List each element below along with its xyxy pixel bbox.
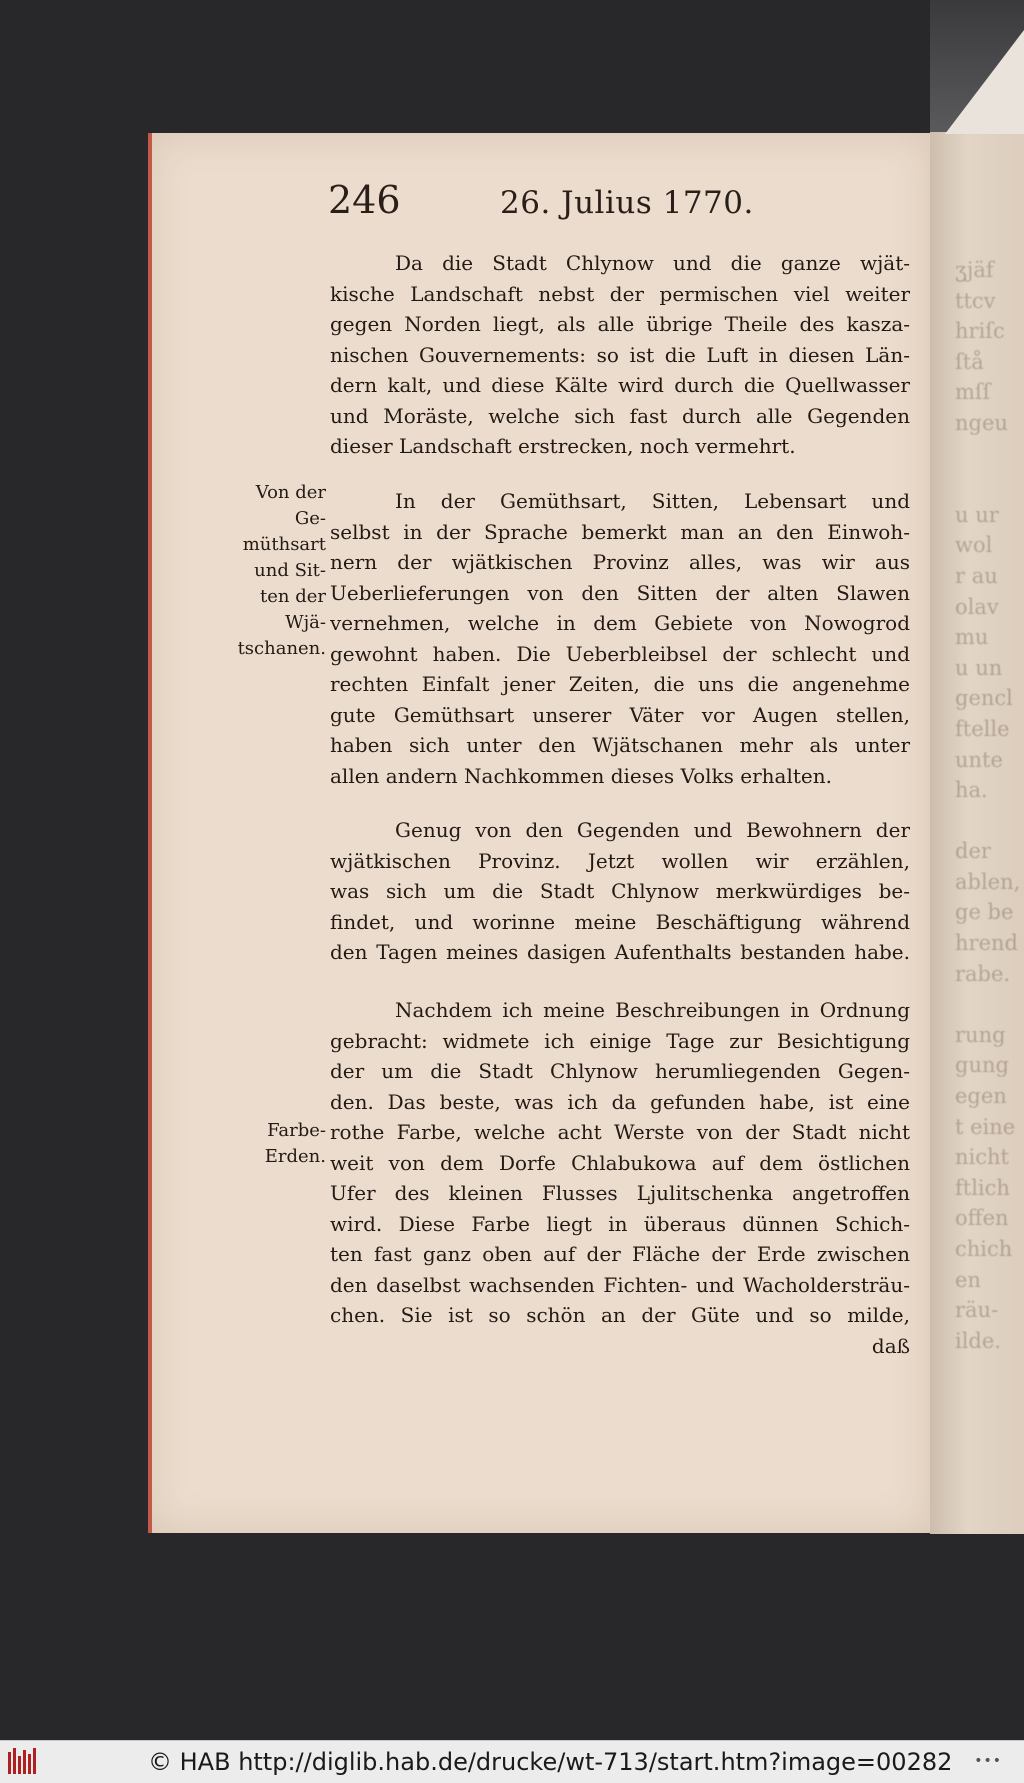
text-line: rothe Farbe, welche acht Werste von der Stadt nicht xyxy=(330,1120,910,1144)
text-line: und Moräste, welche sich fast durch alle Gegenden xyxy=(330,403,910,428)
text-line: der um die Stadt Chlynow herumliegenden Gegen- xyxy=(330,1059,910,1083)
text-line: vernehmen, welche in dem Gebiete von Nowogrod xyxy=(330,611,910,635)
text-line: Da die Stadt Chlynow und die ganze wjät- xyxy=(395,251,910,275)
text-line: den. Das beste, was ich da gefunden habe, ist eine xyxy=(330,1089,910,1114)
text-line: Ueberlieferungen von den Sitten der alten Slawen xyxy=(330,580,910,605)
text-line: weit von dem Dorfe Chlabukowa auf dem östlichen xyxy=(330,1150,910,1175)
text-line: den daselbst wachsenden Fichten- und Wacholdersträu- xyxy=(330,1272,910,1297)
catchword: daß xyxy=(871,1333,910,1358)
margin-note-line: Farbe- xyxy=(267,1120,326,1141)
text-line: dern kalt, und diese Kälte wird durch die Quellwasser xyxy=(330,373,910,397)
margin-note-farbe-erden xyxy=(232,1118,326,1170)
text-line: rechten Einfalt jener Zeiten, die uns die angenehme xyxy=(330,672,910,696)
dots-icon[interactable]: ••• xyxy=(974,1753,1002,1769)
paragraph-1 xyxy=(330,248,910,462)
text-line: kische Landschaft nebst der permischen viel weiter xyxy=(330,281,910,306)
viewer-footer xyxy=(0,1740,1024,1783)
copyright-link[interactable]: © HAB http://diglib.hab.de/drucke/wt-713/start.htm?image=00282 xyxy=(148,1748,953,1776)
text-line: Genug von den Gegenden und Bewohnern der xyxy=(395,818,910,842)
paragraph-3 xyxy=(330,815,910,968)
text-line: gewohnt haben. Die Ueberbleibsel der schlecht und xyxy=(330,641,910,666)
margin-note-line: Ge- xyxy=(294,508,326,529)
text-line: In der Gemüthsart, Sitten, Lebensart und xyxy=(395,489,910,513)
running-head: 26. Julius 1770. xyxy=(500,185,754,221)
text-line: ten fast ganz oben auf der Fläche der Erde zwischen xyxy=(330,1242,910,1266)
margin-note-line: müthsart xyxy=(242,534,326,555)
text-line: den Tagen meines dasigen Aufenthalts bestanden habe. xyxy=(330,940,910,964)
next-page-ghost-text: ʒjäf ttcv hriſc ſtå mſſ ngeu u ur wol r au olav mu u un gencl ftelle unte ha. der ablen, ge be hrend rabe. rung gung egen t eine nicht ftlich offen chich en räu- ilde. xyxy=(955,258,1021,1353)
paragraph-4 xyxy=(330,995,910,1361)
text-line: Nachdem ich meine Beschreibungen in Ordnung xyxy=(395,998,910,1022)
text-line: dieser Landschaft erstrecken, noch vermehrt. xyxy=(330,434,796,458)
text-line: haben sich unter den Wjätschanen mehr als unter xyxy=(330,733,910,757)
text-line: nern der wjätkischen Provinz alles, was wir aus xyxy=(330,550,910,574)
text-line: gebracht: widmete ich einige Tage zur Besichtigung xyxy=(330,1028,910,1053)
text-line: findet, und worinne meine Beschäftigung während xyxy=(330,909,910,934)
margin-note-line: Erden. xyxy=(264,1146,326,1167)
page-number: 246 xyxy=(328,178,401,222)
text-line: gute Gemüthsart unserer Väter vor Augen stellen, xyxy=(330,702,910,727)
paragraph-2 xyxy=(330,486,910,791)
text-line: was sich um die Stadt Chlynow merkwürdiges be- xyxy=(330,879,910,903)
text-line: nischen Gouvernements: so ist die Luft in diesen Län- xyxy=(330,342,910,367)
margin-note-line: Von der xyxy=(255,482,326,503)
text-line: chen. Sie ist so schön an der Güte und so milde, xyxy=(330,1303,910,1327)
margin-note-line: ten der xyxy=(260,586,326,607)
margin-note-gemuethsart xyxy=(232,480,326,662)
text-line: gegen Norden liegt, als alle übrige Theile des kasza- xyxy=(330,312,910,336)
margin-note-line: Wjä- xyxy=(285,612,326,633)
margin-note-line: tschanen. xyxy=(237,638,326,659)
text-line: wird. Diese Farbe liegt in überaus dünnen Schich- xyxy=(330,1211,910,1236)
margin-note-line: und Sit- xyxy=(254,560,326,581)
text-line: Ufer des kleinen Flusses Ljulitschenka angetroffen xyxy=(330,1181,910,1205)
text-line: allen andern Nachkommen dieses Volks erhalten. xyxy=(330,763,832,788)
text-line: wjätkischen Provinz. Jetzt wollen wir erzählen, xyxy=(330,848,910,873)
hab-logo-icon xyxy=(6,1747,40,1777)
text-line: selbst in der Sprache bemerkt man an den Einwoh- xyxy=(330,519,910,544)
